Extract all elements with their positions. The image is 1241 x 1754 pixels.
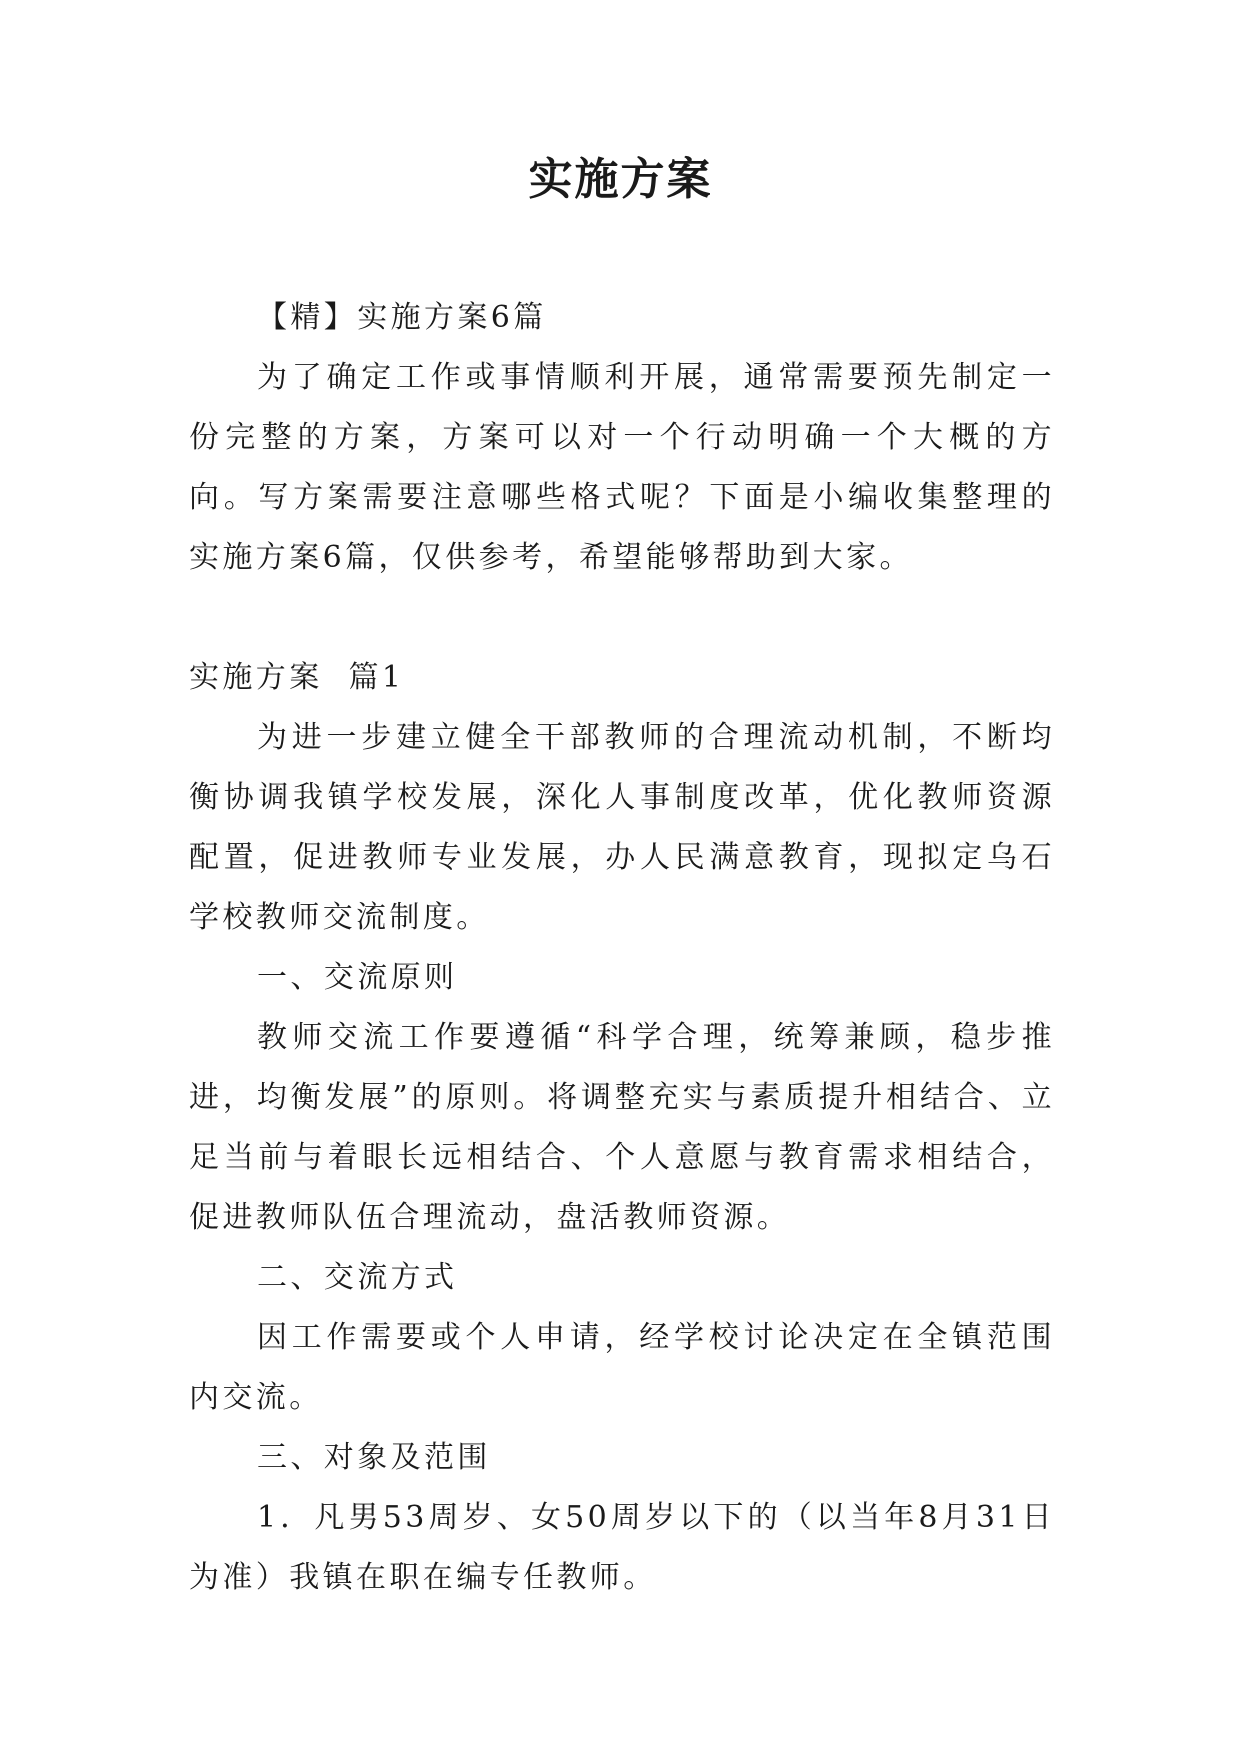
principles-paragraph: 教师交流工作要遵循“科学合理，统筹兼顾，稳步推进，均衡发展”的原则。将调整充实与素质提升相结合、立足当前与着眼长远相结合、个人意愿与教育需求相结合，促进教师队伍合理流动，盘活教师资源。 xyxy=(189,1020,1055,1235)
document-body xyxy=(189,288,1055,1608)
section-intro-paragraph: 为进一步建立健全干部教师的合理流动机制，不断均衡协调我镇学校发展，深化人事制度改革，优化教师资源配置，促进教师专业发展，办人民满意教育，现拟定乌石学校教师交流制度。 xyxy=(189,720,1055,935)
heading-methods: 二、交流方式 xyxy=(257,1260,458,1295)
document-title: 实施方案 xyxy=(528,154,713,205)
methods-paragraph: 因工作需要或个人申请，经学校讨论决定在全镇范围内交流。 xyxy=(189,1320,1055,1415)
section-heading: 实施方案 篇1 xyxy=(189,660,405,695)
scope-item-1: 1．凡男53周岁、女50周岁以下的（以当年8月31日为准）我镇在职在编专任教师。 xyxy=(189,1500,1055,1595)
heading-scope: 三、对象及范围 xyxy=(257,1440,491,1475)
intro-paragraph: 为了确定工作或事情顺利开展，通常需要预先制定一份完整的方案，方案可以对一个行动明确一个大概的方向。写方案需要注意哪些格式呢？下面是小编收集整理的实施方案6篇，仅供参考，希望能够帮助到大家。 xyxy=(189,360,1055,575)
document-subtitle: 【精】实施方案6篇 xyxy=(257,300,547,335)
heading-principles: 一、交流原则 xyxy=(257,960,458,995)
section-spacer xyxy=(189,588,1055,648)
